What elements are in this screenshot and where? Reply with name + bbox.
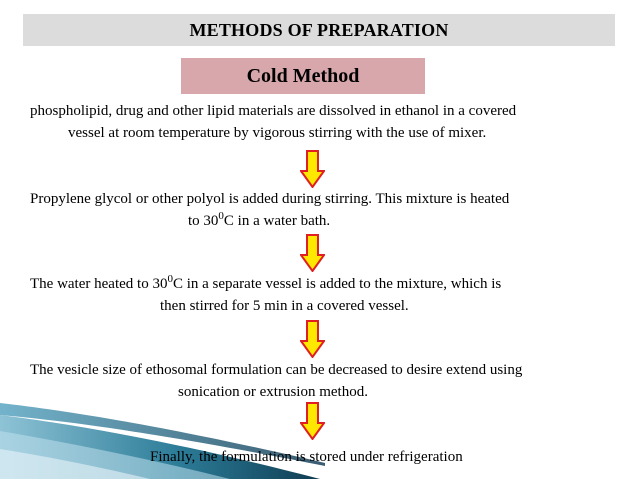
final-step: Finally, the formulation is stored under refrigeration bbox=[150, 449, 463, 465]
down-arrow-icon bbox=[300, 402, 325, 440]
step-2-line-2 bbox=[30, 210, 620, 232]
slide-title: METHODS OF PREPARATION bbox=[23, 14, 615, 46]
step-2 bbox=[30, 188, 620, 232]
step-2-line-2-post: C in a water bath. bbox=[223, 213, 331, 229]
step-4-line-2: sonication or extrusion method. bbox=[178, 384, 368, 400]
step-2-line-1: Propylene glycol or other polyol is added during stirring. This mixture is heated bbox=[30, 191, 510, 207]
down-arrow-icon bbox=[300, 320, 325, 358]
step-3 bbox=[30, 273, 620, 317]
step-2-line-2-pre: to 30 bbox=[188, 213, 219, 229]
step-1-line-2: vessel at room temperature by vigorous stirring with the use of mixer. bbox=[68, 125, 487, 141]
down-arrow-icon bbox=[300, 234, 325, 272]
step-4-line-1: The vesicle size of ethosomal formulation can be decreased to desire extend using bbox=[30, 362, 523, 378]
step-3-line-1-post: C in a separate vessel is added to the mixture, which is bbox=[172, 276, 502, 292]
down-arrow-icon bbox=[300, 150, 325, 188]
degree-superscript: 0 bbox=[167, 273, 173, 285]
step-3-line-1-pre: The water heated to 30 bbox=[30, 276, 168, 292]
step-1-line-1: phospholipid, drug and other lipid materials are dissolved in ethanol in a covered bbox=[30, 103, 517, 119]
degree-superscript: 0 bbox=[218, 210, 224, 222]
method-subtitle: Cold Method bbox=[181, 58, 425, 94]
step-3-line-2: then stirred for 5 min in a covered vessel. bbox=[160, 298, 409, 314]
step-3-line-1 bbox=[30, 273, 620, 295]
step-1 bbox=[30, 100, 620, 144]
